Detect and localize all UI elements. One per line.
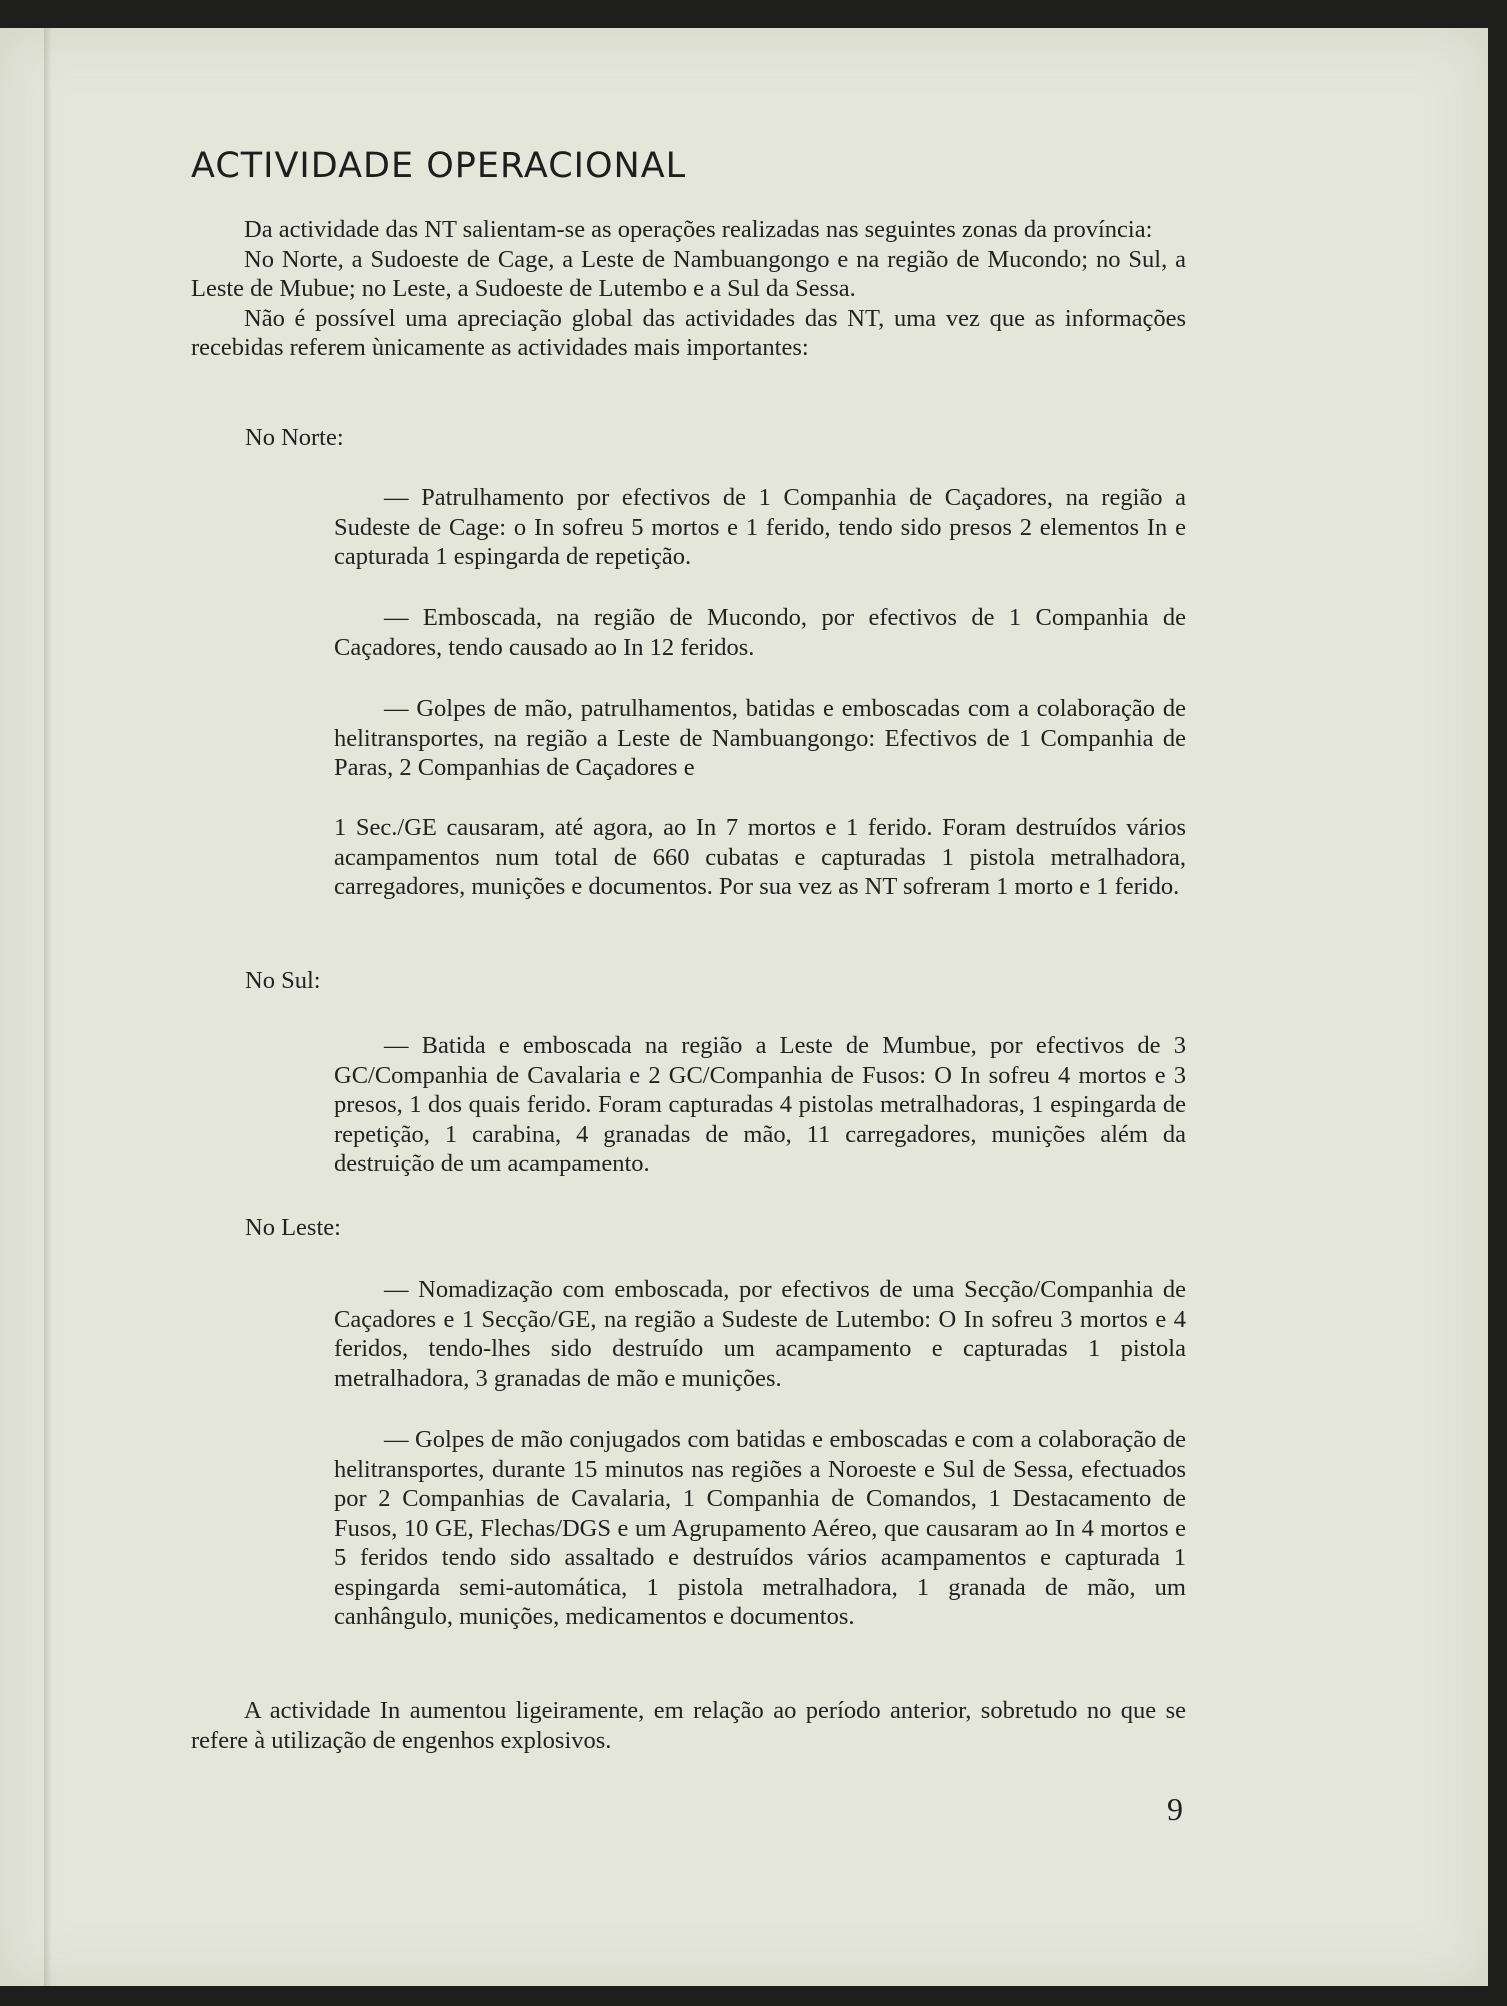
sul-item-text: — Batida e emboscada na região a Leste de Mumbue, por efectivos de 3 GC/Companhia de Cavalaria e 2 GC/Companhia de Fusos: O In sofreu 4 mortos e 3 presos, 1 dos quais ferido. Foram capturadas 4 pistolas metralhadoras, 1 espingarda de repetição, 1 carabina, 4 granadas de mão, 11 carregadores, munições além da destruição de um acampamento. [334,1032,1186,1177]
section-label-leste: No Leste: [245,1214,341,1241]
section-label-sul: No Sul: [245,967,321,994]
section-label-norte: No Norte: [245,424,344,451]
leste-item-text: — Nomadização com emboscada, por efectivos de uma Secção/Companhia de Caçadores e 1 Secção/GE, na região a Sudeste de Lutembo: O In sofreu 3 mortos e 4 feridos, tendo-lhes sido destruído um acampamento e capturadas 1 pistola metralhadora, 3 granadas de mão e munições. [334,1276,1186,1392]
norte-item-2 [334,603,1186,662]
intro-paragraph-1: Da actividade das NT salientam-se as operações realizadas nas seguintes zonas da província: [244,216,1153,243]
leste-item-1 [334,1275,1186,1393]
intro-paragraph-3: Não é possível uma apreciação global das actividades das NT, uma vez que as informações recebidas referem ùnicamente as actividades mais importantes: [191,304,1186,361]
intro-paragraph-2: No Norte, a Sudoeste de Cage, a Leste de Nambuangongo e na região de Mucondo; no Sul, a Leste de Mubue; no Leste, a Sudoeste de Lutembo e a Sul da Sessa. [191,245,1186,302]
norte-item-3 [334,694,1186,783]
binding-shadow [44,28,52,1986]
norte-item-text: — Emboscada, na região de Mucondo, por efectivos de 1 Companhia de Caçadores, tendo causado ao In 12 feridos. [334,604,1186,661]
leste-item-2 [334,1425,1186,1632]
intro-section [191,215,1186,363]
norte-item-text: — Patrulhamento por efectivos de 1 Companhia de Caçadores, na região a Sudeste de Cage: o In sofreu 5 mortos e 1 ferido, tendo sido presos 2 elementos In e capturada 1 espingarda de repetição. [334,484,1186,570]
closing-paragraph: A actividade In aumentou ligeiramente, em relação ao período anterior, sobretudo no que se refere à utilização de engenhos explosivos. [191,1697,1186,1754]
closing-section [191,1696,1186,1755]
sul-item-1 [334,1031,1186,1179]
norte-continuation-text: 1 Sec./GE causaram, até agora, ao In 7 mortos e 1 ferido. Foram destruídos vários acampamentos num total de 660 cubatas e capturadas 1 pistola metralhadora, carregadores, munições e documentos. Por sua vez as NT sofreram 1 morto e 1 ferido. [334,814,1186,900]
page-title: ACTIVIDADE OPERACIONAL [191,146,687,186]
leste-item-text: — Golpes de mão conjugados com batidas e emboscadas e com a colaboração de helitransportes, durante 15 minutos nas regiões a Noroeste e Sul de Sessa, efectuados por 2 Companhias de Cavalaria, 1 Companhia de Comandos, 1 Destacamento de Fusos, 10 GE, Flechas/DGS e um Agrupamento Aéreo, que causaram ao In 4 mortos e 5 feridos tendo sido assaltado e destruídos vários acampamentos e capturada 1 espingarda semi-automática, 1 pistola metralhadora, 1 granada de mão, um canhângulo, munições, medicamentos e documentos. [334,1426,1186,1630]
page-number: 9 [1167,1791,1183,1827]
norte-item-text: — Golpes de mão, patrulhamentos, batidas e emboscadas com a colaboração de helitransportes, na região a Leste de Nambuangongo: Efectivos de 1 Companhia de Paras, 2 Companhias de Caçadores e [334,695,1186,781]
norte-item-1 [334,483,1186,572]
norte-item-3-continuation [334,813,1186,902]
